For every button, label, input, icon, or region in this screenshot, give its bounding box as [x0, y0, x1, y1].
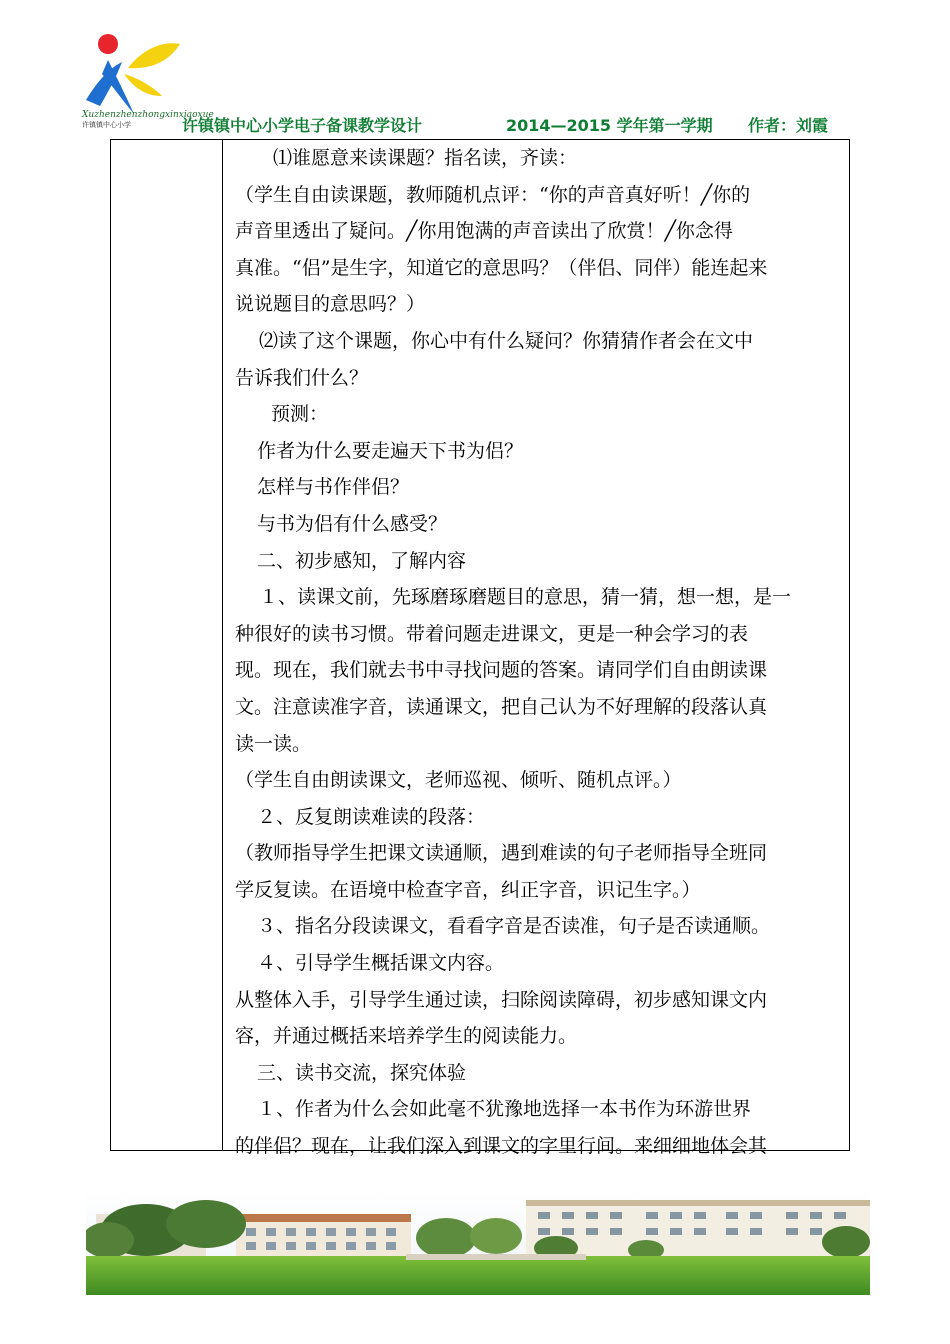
header-author: 作者：刘霞 [748, 116, 829, 135]
text-line: （教师指导学生把课文读通顺，遇到难读的句子老师指导全班同 [235, 842, 768, 865]
logo-caption [82, 110, 214, 130]
section-heading: 二、初步感知，了解内容 [257, 549, 467, 572]
text-line: ⑵读了这个课题，你心中有什么疑问？你猜猜作者会在文中 [259, 329, 754, 352]
text-line: 种很好的读书习惯。带着问题走进课文，更是一种会学习的表 [235, 622, 749, 645]
text-line: 说说题目的意思吗？） [235, 293, 426, 316]
text-line: 告诉我们什么？ [235, 366, 369, 389]
campus-photo [86, 1190, 870, 1295]
text-line: 学反复读。在语境中检查字音，纠正字音，识记生字。） [235, 878, 701, 901]
lesson-table [110, 139, 850, 1158]
text-line: 声音里透出了疑问。╱你用饱满的声音读出了欣赏！╱你念得 [235, 220, 733, 243]
header-year: 2014—2015 学年第一学期 [506, 116, 713, 135]
text-line: 文。注意读准字音，读通课文，把自己认为不好理解的段落认真 [235, 695, 768, 718]
text-line: 读一读。 [235, 732, 312, 755]
text-line: 怎样与书作伴侣？ [257, 476, 410, 499]
text-line: 作者为什么要走遍天下书为侣？ [257, 439, 524, 462]
text-line: １、作者为什么会如此毫不犹豫地选择一本书作为环游世界 [257, 1098, 752, 1121]
text-line: 预测： [271, 403, 329, 426]
text-line: 现。现在，我们就去书中寻找问题的答案。请同学们自由朗读课 [235, 659, 768, 682]
logo-subtext: 许镇镇中心小学 [82, 121, 131, 129]
text-line: 容，并通过概括来培养学生的阅读能力。 [235, 1025, 578, 1048]
text-line: （学生自由朗读课文，老师巡视、倾听、随机点评。） [235, 769, 682, 792]
text-line: 与书为侣有什么感受？ [257, 512, 448, 535]
text-line: 真准。“侣”是生字，知道它的意思吗？（伴侣、同伴）能连起来 [235, 256, 768, 279]
text-line: ⑴谁愿意来读课题？指名读，齐读： [273, 147, 578, 169]
text-line: （学生自由读课题，教师随机点评：“你的声音真好听！╱你的 [235, 183, 751, 206]
section-heading: 三、读书交流，探究体验 [257, 1061, 467, 1084]
header-title: 许镇镇中心小学电子备课教学设计 [182, 116, 423, 135]
text-line: 从整体入手，引导学生通过读，扫除阅读障碍，初步感知课文内 [235, 988, 768, 1011]
table-left-column [111, 140, 223, 1150]
text-line: ４、引导学生概括课文内容。 [257, 952, 505, 975]
table-content-cell [235, 140, 847, 1165]
text-line: １、读课文前，先琢磨琢磨题目的意思，猜一猜，想一想，是一 [259, 586, 792, 609]
text-line: ３、指名分段读课文，看看字音是否读准，句子是否读通顺。 [257, 915, 771, 938]
text-line: 的伴侣？现在，让我们深入到课文的字里行间。来细细地体会其 [235, 1135, 768, 1158]
logo-text: Xuzhenzhenzhongxinxiaoxue [82, 110, 214, 120]
text-line: ２、反复朗读难读的段落： [257, 805, 486, 828]
